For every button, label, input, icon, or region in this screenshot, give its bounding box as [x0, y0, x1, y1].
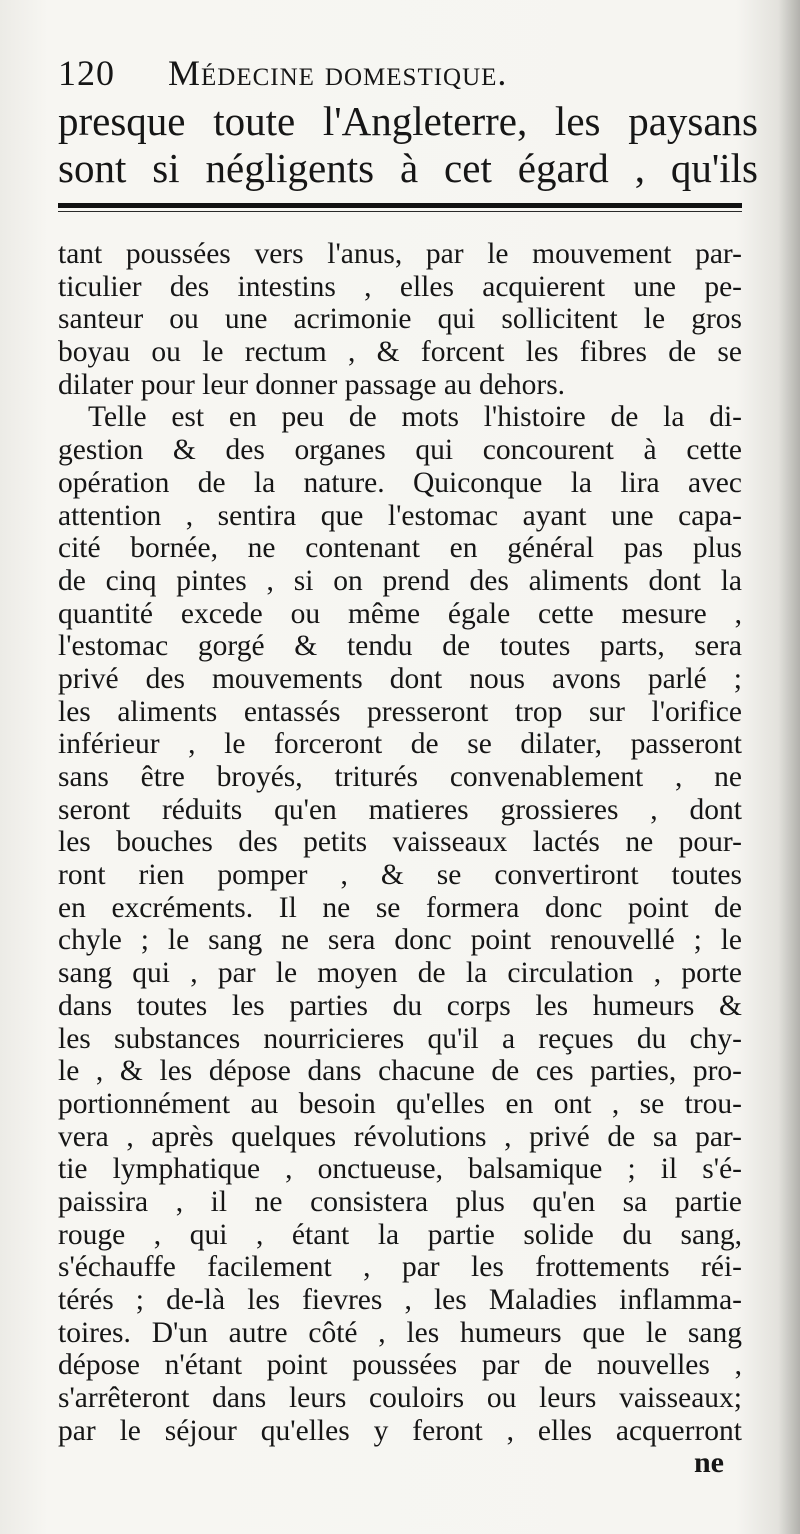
- text-line: opération de la nature. Quiconque la lira avec: [58, 466, 742, 499]
- paragraph-start-line: Telle est en peu de mots l'histoire de la di-: [88, 401, 742, 434]
- text-line: s'arrêteront dans leurs couloirs ou leurs vaisseaux;: [58, 1382, 742, 1415]
- lead-line: sont si négligents à cet égard , qu'ils: [58, 145, 758, 191]
- separator-rule: [58, 203, 742, 208]
- text-line: chyle ; le sang ne sera donc point renouvellé ; le: [58, 924, 742, 957]
- text-line: s'échauffe facilement , par les frottements réi-: [58, 1251, 742, 1284]
- text-line: attention , sentira que l'estomac ayant une capa-: [58, 499, 742, 532]
- page-number: 120: [58, 53, 115, 93]
- text-line: toires. D'un autre côté , les humeurs que le sang: [58, 1316, 742, 1349]
- text-line: les substances nourricieres qu'il a reçues du chy-: [58, 1022, 742, 1055]
- text-line: portionnément au besoin qu'elles en ont , se trou-: [58, 1087, 742, 1120]
- text-line: boyau ou le rectum , & forcent les fibres de se: [58, 336, 742, 369]
- text-line: tant poussées vers l'anus, par le mouvement par-: [58, 238, 742, 270]
- text-line: les aliments entassés presseront trop sur l'orifice: [58, 695, 742, 728]
- text-line: ticulier des intestins , elles acquierent une pe-: [58, 270, 742, 303]
- text-line: sang qui , par le moyen de la circulation , porte: [58, 957, 742, 990]
- text-line: gestion & des organes qui concourent à cette: [58, 434, 742, 467]
- carried-over-text: [58, 98, 758, 192]
- page-edge-shadow: [778, 0, 800, 1534]
- separator-rule-thin: [58, 211, 742, 212]
- text-line: ront rien pomper , & se convertiront toutes: [58, 859, 742, 892]
- running-header: [58, 52, 758, 98]
- text-line: dans toutes les parties du corps les humeurs &: [58, 989, 742, 1022]
- text-line: térés ; de-là les fievres , les Maladies inflamma-: [58, 1284, 742, 1316]
- text-line: dilater pour leur donner passage au dehors.: [58, 368, 566, 401]
- text-line: le , & les dépose dans chacune de ces parties, pro-: [58, 1055, 742, 1088]
- text-line: vera , après quelques révolutions , privé de sa par-: [58, 1120, 742, 1153]
- text-line: cité bornée, ne contenant en général pas plus: [58, 532, 742, 565]
- text-line: paissira , il ne consistera plus qu'en sa partie: [58, 1185, 742, 1218]
- text-line: rouge , qui , étant la partie solide du sang,: [58, 1218, 742, 1251]
- text-line: dépose n'étant point poussées par de nouvelles ,: [58, 1349, 742, 1382]
- running-title: Médecine domestique.: [168, 53, 508, 93]
- text-line: inférieur , le forceront de se dilater, passeront: [58, 728, 742, 761]
- text-line: sans être broyés, triturés convenablement , ne: [58, 761, 742, 793]
- text-line: de cinq pintes , si on prend des aliments dont la: [58, 564, 742, 597]
- text-line: tie lymphatique , onctueuse, balsamique ; il s'é-: [58, 1153, 742, 1186]
- text-line: quantité excede ou même égale cette mesure ,: [58, 597, 742, 630]
- text-line: l'estomac gorgé & tendu de toutes parts, sera: [58, 630, 742, 663]
- text-line: santeur ou une acrimonie qui sollicitent le gros: [58, 303, 742, 336]
- text-line: seront réduits qu'en matieres grossieres , dont: [58, 793, 742, 826]
- catchword: ne: [694, 1446, 724, 1479]
- lead-line: presque toute l'Angleterre, les paysans: [58, 98, 758, 144]
- text-line: par le séjour qu'elles y feront , elles acquerront: [58, 1414, 742, 1447]
- body-text: [58, 238, 742, 1447]
- text-line: privé des mouvements dont nous avons parlé ;: [58, 662, 742, 695]
- text-line: en excréments. Il ne se formera donc point de: [58, 891, 742, 924]
- text-line: les bouches des petits vaisseaux lactés ne pour-: [58, 826, 742, 859]
